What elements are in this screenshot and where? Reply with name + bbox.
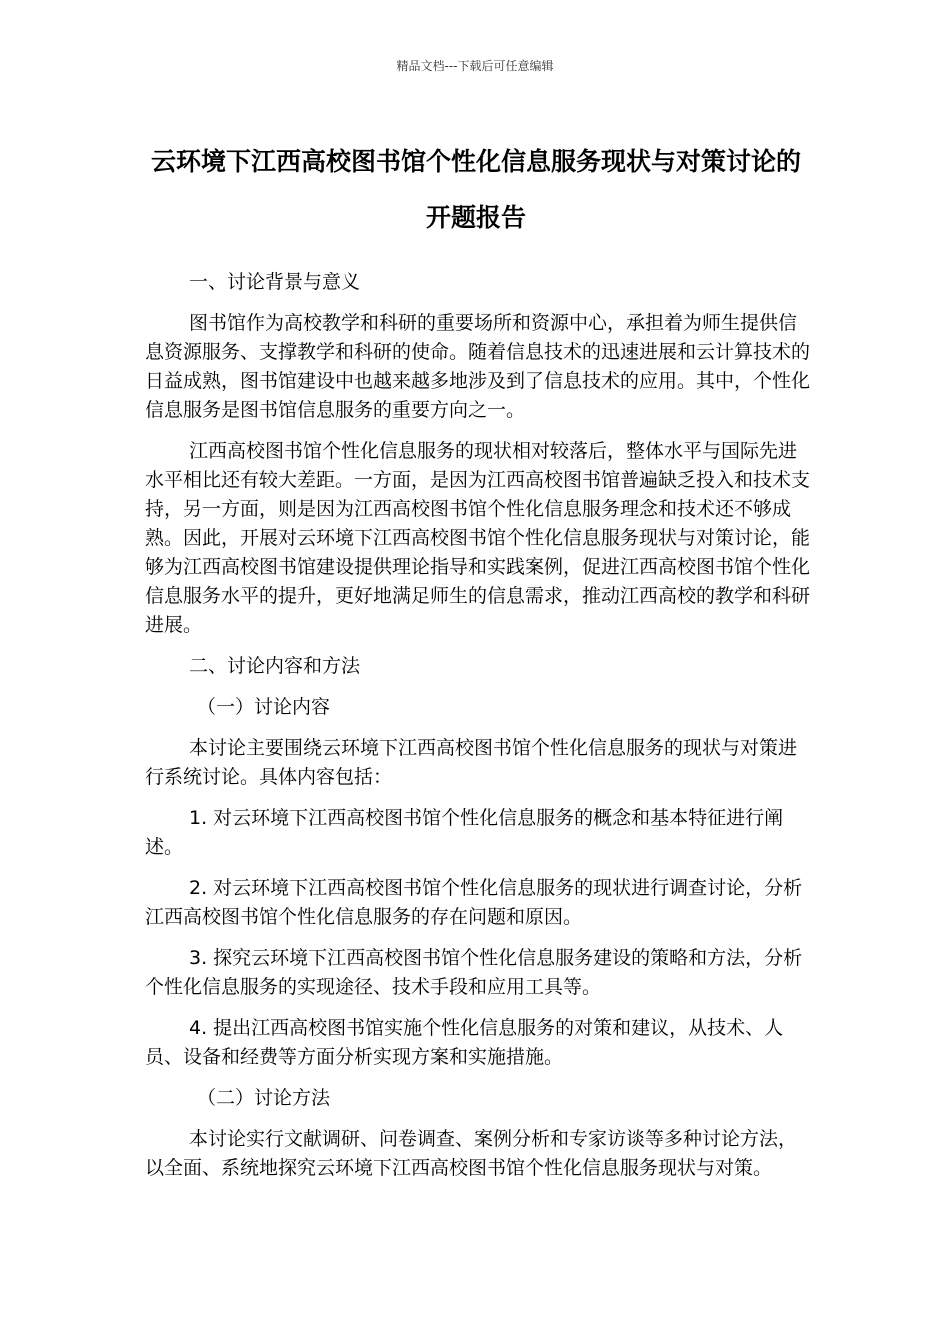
paragraph: 图书馆作为高校教学和科研的重要场所和资源中心，承担着为师生提供信息资源服务、支撑教学和科研的使命。随着信息技术的迅速进展和云计算技术的日益成熟，图书馆建设中也越来越多地涉及到了信息技术的应用。其中，个性化信息服务是图书馆信息服务的重要方向之一。 <box>145 312 811 421</box>
document-body <box>145 268 813 1195</box>
document-title: 云环境下江西高校图书馆个性化信息服务现状与对策讨论的开题报告 <box>150 147 801 232</box>
subheading-method: （二）讨论方法 <box>197 1087 331 1109</box>
section-heading-background: 一、讨论背景与意义 <box>189 271 361 293</box>
section-heading-methods: 二、讨论内容和方法 <box>189 655 361 677</box>
paragraph: 本讨论主要围绕云环境下江西高校图书馆个性化信息服务的现状与对策进行系统讨论。具体内容包括： <box>145 737 798 788</box>
list-item: 3. 探究云环境下江西高校图书馆个性化信息服务建设的策略和方法，分析个性化信息服务的实现途径、技术手段和应用工具等。 <box>145 947 803 998</box>
list-item: 2. 对云环境下江西高校图书馆个性化信息服务的现状进行调查讨论，分析江西高校图书馆个性化信息服务的存在问题和原因。 <box>145 877 803 928</box>
subheading-content: （一）讨论内容 <box>197 696 331 718</box>
list-item: 4. 提出江西高校图书馆实施个性化信息服务的对策和建议，从技术、人员、设备和经费等方面分析实现方案和实施措施。 <box>145 1017 784 1068</box>
header-note: 精品文档---下载后可任意编辑 <box>396 59 554 73</box>
list-item: 1. 对云环境下江西高校图书馆个性化信息服务的概念和基本特征进行阐述。 <box>145 807 784 858</box>
paragraph: 江西高校图书馆个性化信息服务的现状相对较落后，整体水平与国际先进水平相比还有较大差距。一方面，是因为江西高校图书馆普遍缺乏投入和技术支持，另一方面，则是因为江西高校图书馆个性化信息服务理念和技术还不够成熟。因此，开展对云环境下江西高校图书馆个性化信息服务现状与对策讨论，能够为江西高校图书馆建设提供理论指导和实践案例，促进江西高校图书馆个性化信息服务水平的提升，更好地满足师生的信息需求，推动江西高校的教学和科研进展。 <box>145 440 811 636</box>
paragraph: 本讨论实行文献调研、问卷调查、案例分析和专家访谈等多种讨论方法，以全面、系统地探究云环境下江西高校图书馆个性化信息服务现状与对策。 <box>145 1128 798 1179</box>
